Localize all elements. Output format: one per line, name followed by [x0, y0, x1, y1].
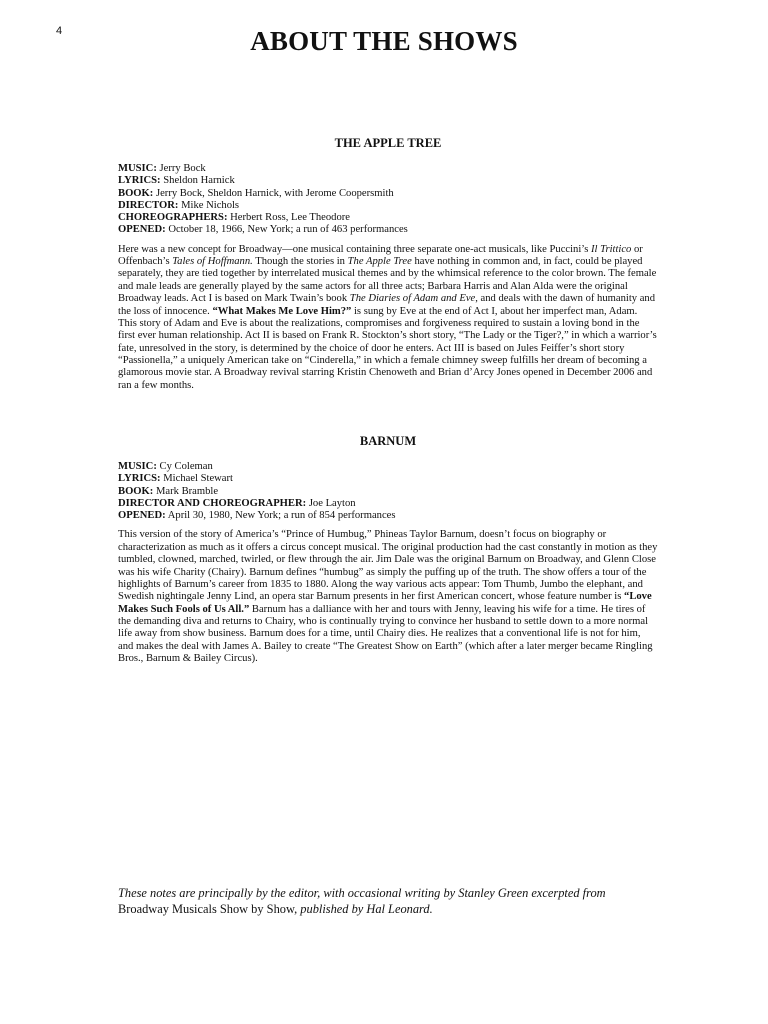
page-number: 4: [56, 25, 63, 37]
footer-italic: These notes are principally by the editor, with occasional writing by Stanley Green excerpted from: [118, 886, 606, 900]
footer-note: [118, 885, 678, 917]
credit-opened: [118, 510, 658, 522]
song-title: “What Makes Me Love Him?”: [212, 305, 352, 317]
credit-lyrics: [118, 473, 658, 485]
show-section-apple-tree: [118, 136, 658, 392]
credit-label: DIRECTOR:: [118, 199, 179, 211]
footer-book-title: Broadway Musicals Show by Show,: [118, 902, 298, 916]
show-title: THE APPLE TREE: [334, 136, 442, 150]
credit-value: Sheldon Harnick: [163, 175, 235, 187]
description-text: This version of the story of America’s “Prince of Humbug,” Phineas Taylor Barnum, doesn’t focus on biography or characterization as much as it offers a circus concept musical. The original production had the cast constantly in motion as they tumbled, clowned, marched, twirled, or flew through the air. Jim Dale was the original Barnum on Broadway, and Glenn Close was his wife Charity (Chairy). Barnum defines “humbug” as simply the puffing up of the truth. The show offers a tour of the highlights of Barnum’s career from 1835 to 1880. Along the way various acts appear: Tom Thumb, Jumbo the elephant, and Swedish nightingale Jenny Lind, an opera star Barnum presents in her first American concert, whose feature number is: [118, 529, 658, 603]
description-text: is sung by Eve at the end of Act I, about her imperfect man, Adam. This story of Adam and Eve is about the realizations, compromises and forgiveness required to sustain a loving bond in the first ever human relationship. Act II is based on Frank R. Stockton’s short story, “The Lady or the Tiger?,” in which a warrior’s fate, unresolved in the story, is determined by the choice of door he enters. Act III is based on Jules Feiffer’s short story “Passionella,” a uniquely American take on “Cinderella,” in which a female chimney sweep fulfills her dream of becoming a glamorous movie star. A Broadway revival starring Kristin Chenoweth and Brian d’Arcy Jones opened in December 2006 and ran a few months.: [118, 305, 657, 391]
show-title: BARNUM: [359, 434, 417, 448]
song-title: “Love Makes Such Fools of Us All.”: [118, 591, 652, 615]
credit-value: Joe Layton: [308, 497, 356, 509]
description-italic: The Diaries of Adam and Eve: [349, 293, 476, 305]
footer-italic: published by Hal Leonard.: [297, 902, 433, 916]
credit-opened: [118, 224, 658, 236]
show-description: [118, 244, 658, 392]
credit-label: OPENED:: [118, 224, 166, 236]
credit-director: [118, 200, 658, 212]
description-text: Though the stories in: [252, 256, 348, 268]
credit-value: Jerry Bock: [159, 163, 206, 174]
credit-book: [118, 486, 658, 498]
description-text: have nothing in common and, in fact, could be played separately, they are tied together by interrelated musical themes and by the whimsical reference to the color brown. The female and male leads are generally played by the same actors for all three acts; Barbara Harris and Alan Alda were the original Broadway leads. Act I is based on Mark Twain’s book: [118, 256, 657, 305]
credit-value: Cy Coleman: [159, 461, 213, 472]
credit-label: BOOK:: [118, 485, 154, 497]
credits-list: [118, 163, 658, 237]
credits-list: [118, 461, 658, 522]
credit-label: MUSIC:: [118, 461, 157, 472]
description-text: Here was a new concept for Broadway—one musical containing three separate one-act musicals, like Puccini’s: [118, 243, 592, 255]
credit-label: CHOREOGRAPHERS:: [118, 212, 228, 224]
credit-label: DIRECTOR AND CHOREOGRAPHER:: [118, 497, 307, 509]
credit-value: Jerry Bock, Sheldon Harnick, with Jerome Coopersmith: [155, 187, 394, 199]
credit-value: Mark Bramble: [155, 485, 219, 497]
credit-choreographers: [118, 212, 658, 224]
credit-value: Michael Stewart: [163, 473, 233, 485]
show-description: [118, 529, 658, 665]
description-italic: The Apple Tree: [347, 256, 412, 268]
credit-label: LYRICS:: [118, 473, 161, 485]
page-title: ABOUT THE SHOWS: [250, 26, 518, 56]
credit-director-choreographer: [118, 498, 658, 510]
credit-value: Mike Nichols: [181, 199, 240, 211]
credit-value: October 18, 1966, New York; a run of 463 performances: [168, 224, 408, 236]
credit-music: [118, 461, 658, 473]
credit-lyrics: [118, 175, 658, 187]
description-text: Barnum has a dalliance with her and tours with Jenny, leaving his wife for a time. He tires of the demanding diva and returns to Chairy, who is continually trying to convince her husband to settle down to a more normal life away from show business. Barnum does for a time, until Chairy dies. He realizes that a conventional life is not for him, and makes the deal with James A. Bailey to create “The Greatest Show on Earth” (which after a later merger became Ringling Bros., Barnum & Bailey Circus).: [118, 603, 653, 664]
credit-label: LYRICS:: [118, 175, 161, 187]
show-section-barnum: [118, 434, 658, 665]
credit-book: [118, 188, 658, 200]
credit-value: April 30, 1980, New York; a run of 854 performances: [167, 510, 396, 522]
description-italic: Tales of Hoffmann.: [172, 256, 253, 268]
credit-label: OPENED:: [118, 510, 166, 522]
description-text: or Offenbach’s: [118, 243, 643, 268]
credit-label: MUSIC:: [118, 163, 157, 174]
credit-music: [118, 163, 658, 175]
description-text: , and deals with the dawn of humanity and the loss of innocence.: [118, 293, 656, 317]
credit-label: BOOK:: [118, 187, 154, 199]
credit-value: Herbert Ross, Lee Theodore: [230, 212, 350, 224]
description-italic: Il Trittico: [591, 243, 632, 255]
